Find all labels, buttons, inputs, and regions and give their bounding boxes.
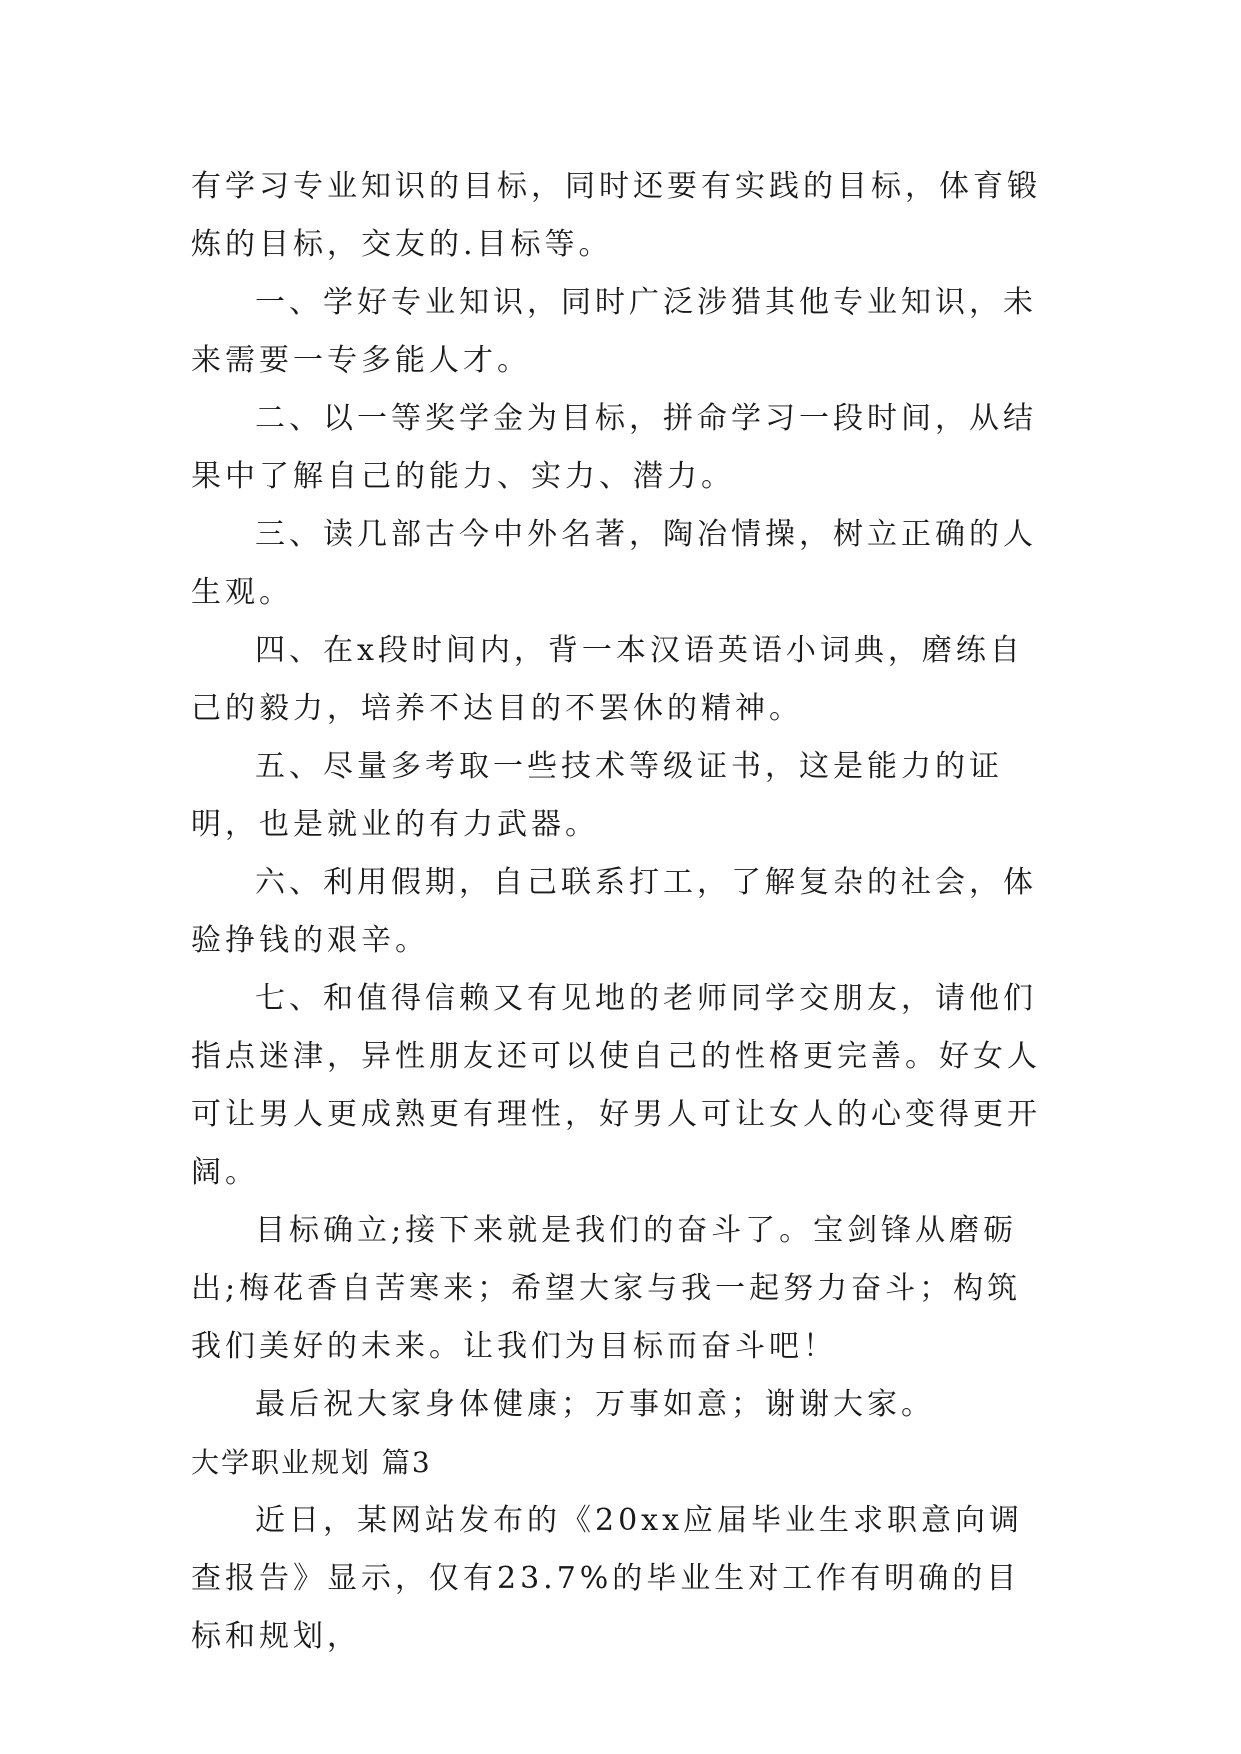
paragraph-closing-wishes: 最后祝大家身体健康；万事如意；谢谢大家。 bbox=[255, 1387, 935, 1422]
paragraph-goal-6: 六、利用假期，自己联系打工，了解复杂的社会，体验挣钱的艰辛。 bbox=[191, 865, 1037, 958]
paragraph-goal-2: 二、以一等奖学金为目标，拼命学习一段时间，从结果中了解自己的能力、实力、潜力。 bbox=[191, 401, 1037, 494]
paragraph-goal-5: 五、尽量多考取一些技术等级证书，这是能力的证明，也是就业的有力武器。 bbox=[191, 749, 1003, 842]
document-body bbox=[191, 158, 1051, 1666]
paragraph-survey-report: 近日，某网站发布的《20xx应届毕业生求职意向调查报告》显示，仅有23.7%的毕业生对工作有明确的目标和规划， bbox=[191, 1503, 1024, 1654]
paragraph-goal-4: 四、在x段时间内，背一本汉语英语小词典，磨练自己的毅力，培养不达目的不罢休的精神。 bbox=[191, 633, 1024, 726]
paragraph-goal-3: 三、读几部古今中外名著，陶冶情操，树立正确的人生观。 bbox=[191, 517, 1037, 610]
paragraph-conclusion: 目标确立;接下来就是我们的奋斗了。宝剑锋从磨砺出;梅花香自苦寒来；希望大家与我一起努力奋斗；构筑我们美好的未来。让我们为目标而奋斗吧！ bbox=[191, 1213, 1022, 1364]
paragraph-goal-1: 一、学好专业知识，同时广泛涉猎其他专业知识，未来需要一专多能人才。 bbox=[191, 285, 1037, 378]
section-title: 大学职业规划 篇3 bbox=[191, 1446, 432, 1479]
paragraph-goal-7: 七、和值得信赖又有见地的老师同学交朋友，请他们指点迷津，异性朋友还可以使自己的性格更完善。好女人可让男人更成熟更有理性，好男人可让女人的心变得更开阔。 bbox=[191, 981, 1041, 1190]
paragraph-goals-intro: 有学习专业知识的目标，同时还要有实践的目标，体育锻炼的目标，交友的.目标等。 bbox=[191, 169, 1041, 262]
